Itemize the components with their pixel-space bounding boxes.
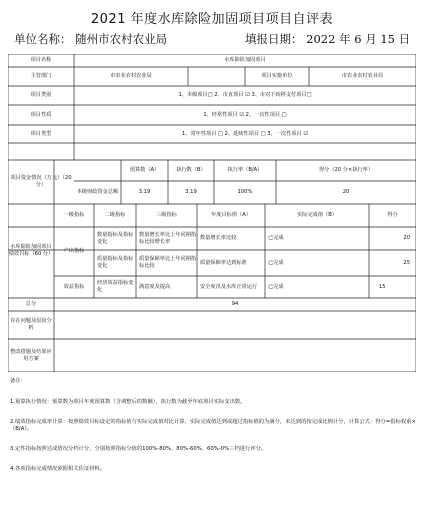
effect-label: 效益指标 xyxy=(63,283,85,290)
note-1: 1.预算执行情况：预算数为项目年度预算数（含调整后的数额），执行数为截至年底项目实际支出数。 xyxy=(10,399,246,405)
r2-score: 25 xyxy=(403,259,410,266)
r3-level2: 经济效益指标变化 xyxy=(97,280,134,293)
budget-value: 3.19 xyxy=(138,189,151,195)
perf-label: 水库除险加固项目绩效目标（60 分） xyxy=(8,244,54,257)
header-level3: 三级指标 xyxy=(156,212,177,218)
page-title: 2021 年度水库除险加固项目项目自评表 xyxy=(90,12,334,27)
notes-heading: 备注： xyxy=(10,378,26,384)
impl-value: 市农业农村农业局 xyxy=(341,73,384,79)
rate-value: 100% xyxy=(237,189,253,195)
rate-label: 执行率（B/A） xyxy=(227,167,263,173)
r1-actual: 已完成 xyxy=(268,235,284,241)
output-label: 产出指标 xyxy=(63,248,85,254)
notes-section xyxy=(10,378,416,486)
header-level2: 二级指标 xyxy=(104,212,126,218)
impl-label: 项目实施单位 xyxy=(261,73,293,79)
problem-label: 存在问题及原因分析 xyxy=(10,318,52,331)
dept-value: 市农业农村农业局 xyxy=(110,73,152,79)
exec-value: 3.19 xyxy=(185,189,197,195)
r3-level3: 满意度及提高 xyxy=(139,283,171,290)
project-name-label: 项目名称 xyxy=(30,57,52,63)
r3-target: 安全度汛及水库正常运行 xyxy=(200,283,258,290)
r3-score: 15 xyxy=(379,283,386,290)
total-value: 94 xyxy=(231,301,239,307)
category-value: 1、常年性项目 □ 2、延续性项目 □ 3、一次性项目 ☑ xyxy=(182,130,308,137)
type-label: 项目类别 xyxy=(30,92,52,98)
total-label: 总分 xyxy=(25,301,37,307)
header-score: 得分 xyxy=(387,212,398,218)
r1-target: 数量增长率比较 xyxy=(200,235,237,241)
r1-level2: 数量指标及指标变化 xyxy=(97,231,134,245)
nature-value: 1、经常性项目 ☑ 2、一次性项目 □ xyxy=(203,111,287,118)
note-2: 2.绩效指标完成率计算：按照绩效目标设定的指标值与实际完成值对比计算，实际完成值达到或超过指标值的为满分，未达到的按完成比例计分，计算公式：得分=指标权重×（B/A）。 xyxy=(10,419,416,432)
r1-level3: 数量增长率比上年同期指标比较增长率 xyxy=(139,231,197,245)
r1-score: 20 xyxy=(403,235,410,241)
exec-label: 执行数（B） xyxy=(176,167,206,173)
header-actual: 实际完成值（B） xyxy=(297,212,337,218)
header-target: 年度目标值（A） xyxy=(211,212,251,218)
funds-label: 项目资金情况（万元）（20 分） xyxy=(10,175,72,188)
unit-name: 单位名称： 随州市农村农业局 xyxy=(14,32,168,46)
r3-actual: 已完成 xyxy=(268,283,284,290)
improve-label: 整改措施及结果应用方案 xyxy=(10,348,52,362)
fill-date: 填报日期： 2022 年 6 月 15 日 xyxy=(245,32,411,46)
r2-target: 质量保障率达到标准 xyxy=(200,259,247,266)
funds-row-label: 本级财政资金总额 xyxy=(76,189,119,195)
dept-label: 主管部门 xyxy=(30,73,52,79)
project-name-value: 水库除险加固项目 xyxy=(224,57,266,63)
category-label: 项目类型 xyxy=(30,130,52,137)
nature-label: 项目性质 xyxy=(30,111,52,118)
budget-label: 预算数（A） xyxy=(129,167,160,173)
r2-level2: 质量指标及指标变化 xyxy=(97,256,134,269)
note-3: 3.定性指标按照达成情况分档计分，分别按照指标分值的100%-80%、80%-60%、60%-0%三档进行评分。 xyxy=(10,446,267,452)
header-level1: 一级指标 xyxy=(63,212,85,218)
note-4: 4.各项指标完成情况须附相关佐证材料。 xyxy=(10,466,106,472)
score-value: 20 xyxy=(342,189,350,195)
r2-level3: 质量保障率比上年同期指标比较 xyxy=(139,256,197,269)
type-value: 1、本级项目□ 2、市直项目 ☑ 3、市对下转移支付项目□ xyxy=(178,92,312,98)
score-label: 得分（20 分×执行率） xyxy=(318,167,374,173)
evaluation-table xyxy=(8,54,416,372)
r2-actual: 已完成 xyxy=(268,259,284,266)
